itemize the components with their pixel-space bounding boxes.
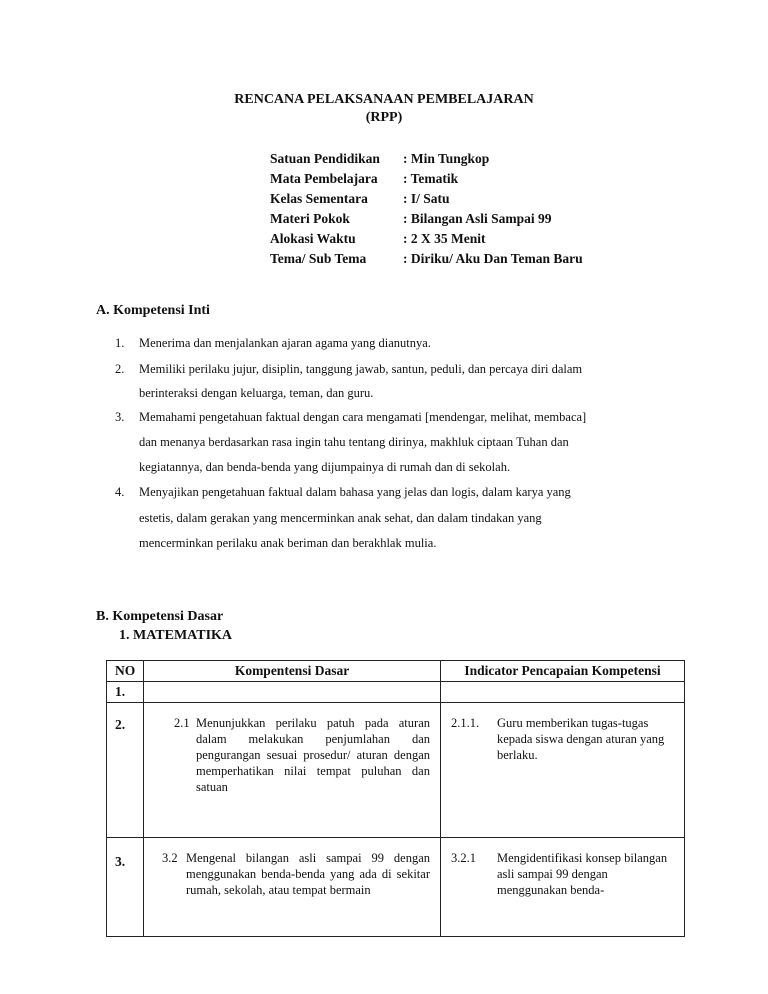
table-row	[107, 838, 685, 937]
document-subtitle: (RPP)	[365, 110, 403, 125]
list-item-number: 4.	[115, 485, 125, 499]
list-item-number: 1.	[115, 336, 125, 350]
meta-value: : Bilangan Asli Sampai 99	[403, 211, 552, 226]
kd-text: Mengenal bilangan asli sampai 99 dengan menggunakan benda-benda yang ada di sekitar rumah, sekolah, atau tempat bermain	[186, 851, 430, 897]
kd-number: 2.1	[174, 716, 190, 730]
meta-label: Materi Pokok	[270, 211, 350, 226]
section-b-heading: B. Kompetensi Dasar	[96, 609, 224, 624]
list-item-text: Menerima dan menjalankan ajaran agama yang dianutnya.	[139, 336, 431, 350]
list-item-text: estetis, dalam gerakan yang mencerminkan anak sehat, dan dalam tindakan yang	[139, 511, 542, 525]
list-item-number: 3.	[115, 410, 125, 424]
meta-label: Tema/ Sub Tema	[270, 251, 367, 266]
header-indikator: Indicator Pencapaian Kompetensi	[441, 661, 685, 682]
row-number: 1.	[107, 682, 144, 703]
kd-text: Menunjukkan perilaku patuh pada aturan dalam melakukan penjumlahan dan pengurangan sesuai prosedur/ aturan dengan memperhatikan nilai tempat puluhan dan satuan	[196, 716, 430, 794]
meta-value: : 2 X 35 Menit	[403, 231, 486, 246]
list-item-text: mencerminkan perilaku anak beriman dan berakhlak mulia.	[139, 536, 437, 550]
row-number: 3.	[107, 838, 144, 937]
meta-value: : Min Tungkop	[403, 151, 490, 166]
kompetensi-dasar-table	[106, 660, 685, 937]
row-number: 2.	[107, 703, 144, 838]
list-item-text: Memahami pengetahuan faktual dengan cara mengamati [mendengar, melihat, membaca]	[139, 410, 587, 424]
section-b-subheading: 1. MATEMATIKA	[119, 628, 233, 643]
table-header-row	[107, 661, 685, 682]
indicator-text: Guru memberikan tugas-tugas kepada siswa dengan aturan yang berlaku.	[497, 716, 665, 762]
indicator-number: 2.1.1.	[451, 716, 480, 730]
meta-value: : Diriku/ Aku Dan Teman Baru	[403, 251, 583, 266]
meta-value: : I/ Satu	[403, 191, 450, 206]
header-kompetensi-dasar: Kompentensi Dasar	[144, 661, 441, 682]
indicator-text: Mengidentifikasi konsep bilangan asli sampai 99 dengan menggunakan benda-	[497, 851, 668, 897]
list-item-text: Memiliki perilaku jujur, disiplin, tanggung jawab, santun, peduli, dan percaya diri dalam	[139, 362, 583, 376]
meta-label: Alokasi Waktu	[270, 231, 356, 246]
list-item-text: dan menanya berdasarkan rasa ingin tahu tentang dirinya, makhluk ciptaan Tuhan dan	[139, 435, 569, 449]
list-item-text: kegiatannya, dan benda-benda yang dijumpainya di rumah dan di sekolah.	[139, 460, 511, 474]
list-item-number: 2.	[115, 362, 125, 376]
indicator-number: 3.2.1	[451, 851, 476, 865]
document-title: RENCANA PELAKSANAAN PEMBELAJARAN	[234, 92, 534, 107]
section-a-heading: A. Kompetensi Inti	[96, 303, 210, 318]
meta-value: : Tematik	[403, 171, 459, 186]
kd-number: 3.2	[162, 851, 178, 865]
meta-label: Mata Pembelajara	[270, 171, 378, 186]
list-item-text: berinteraksi dengan keluarga, teman, dan guru.	[139, 386, 374, 400]
meta-label: Kelas Sementara	[270, 191, 368, 206]
meta-label: Satuan Pendidikan	[270, 151, 380, 166]
list-item-text: Menyajikan pengetahuan faktual dalam bahasa yang jelas dan logis, dalam karya yang	[139, 485, 571, 499]
table-row	[107, 682, 685, 703]
header-no: NO	[107, 661, 144, 682]
table-row	[107, 703, 685, 838]
